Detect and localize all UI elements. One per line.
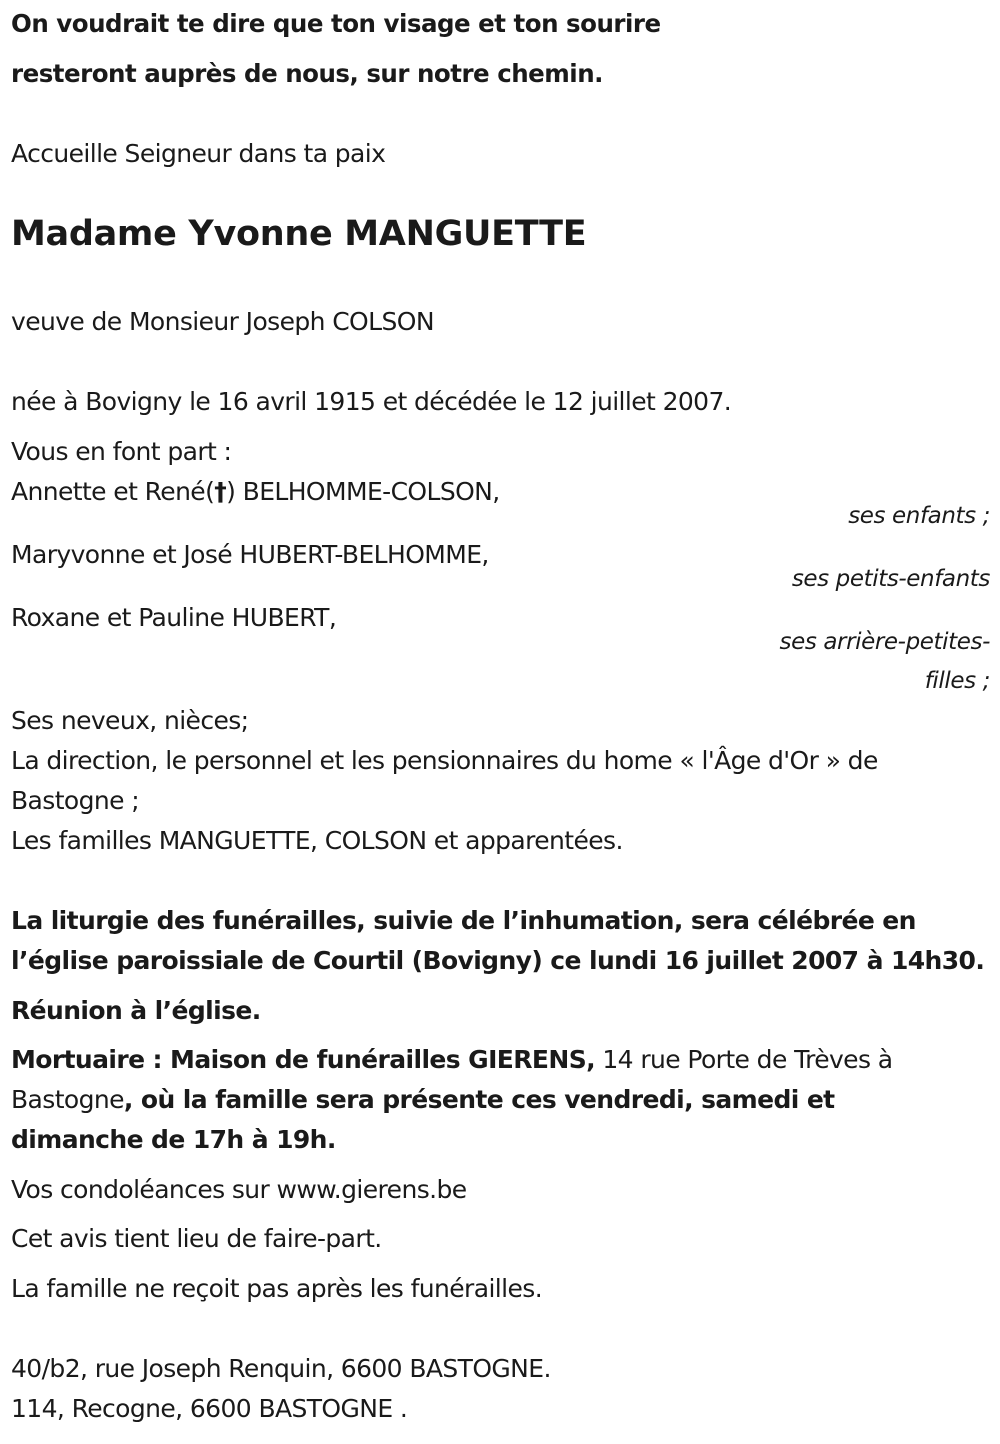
relation-grandchildren: ses petits-enfants bbox=[791, 566, 990, 592]
prayer-text: Accueille Seigneur dans ta paix bbox=[11, 139, 386, 168]
mortuary-address-part-2: Bastogne bbox=[11, 1085, 124, 1114]
family-children-names-before: Annette et René( bbox=[11, 477, 215, 506]
family-great-grandchildren: Roxane et Pauline HUBERT, bbox=[11, 603, 337, 632]
announcement-intro: Vous en font part : bbox=[11, 437, 232, 466]
mortuary-presence-line-2: dimanche de 17h à 19h. bbox=[11, 1125, 336, 1154]
family-children bbox=[11, 477, 500, 507]
birth-death-dates: née à Bovigny le 16 avril 1915 et décédée le 12 juillet 2007. bbox=[11, 387, 732, 416]
no-reception-note: La famille ne reçoit pas après les funérailles. bbox=[11, 1274, 543, 1303]
address-2: 114, Recogne, 6600 BASTOGNE . bbox=[11, 1394, 408, 1423]
condolences-link-text: Vos condoléances sur www.gierens.be bbox=[11, 1175, 467, 1204]
family-children-names-after: ) BELHOMME-COLSON, bbox=[226, 477, 500, 506]
nephews-nieces: Ses neveux, nièces; bbox=[11, 706, 249, 735]
home-staff-line-1: La direction, le personnel et les pensionnaires du home « l'Âge d'Or » de bbox=[11, 746, 878, 775]
liturgy-line-2: l’église paroissiale de Courtil (Bovigny) ce lundi 16 juillet 2007 à 14h30. bbox=[11, 946, 985, 975]
home-staff-line-2: Bastogne ; bbox=[11, 786, 140, 815]
mortuary-label: Mortuaire : Maison de funérailles GIERENS, bbox=[11, 1045, 596, 1074]
notice-note: Cet avis tient lieu de faire-part. bbox=[11, 1224, 382, 1253]
relation-great-grandchildren-line-2: filles ; bbox=[924, 668, 990, 694]
cross-icon: † bbox=[214, 477, 227, 506]
meeting-place: Réunion à l’église. bbox=[11, 996, 261, 1025]
family-grandchildren: Maryvonne et José HUBERT-BELHOMME, bbox=[11, 540, 489, 569]
liturgy-line-1: La liturgie des funérailles, suivie de l’inhumation, sera célébrée en bbox=[11, 906, 916, 935]
relation-great-grandchildren-line-1: ses arrière-petites- bbox=[779, 629, 990, 655]
address-1: 40/b2, rue Joseph Renquin, 6600 BASTOGNE. bbox=[11, 1354, 551, 1383]
mortuary-address-part-1: 14 rue Porte de Trèves à bbox=[595, 1045, 893, 1074]
quote-line-2: resteront auprès de nous, sur notre chemin. bbox=[11, 59, 603, 88]
quote-line-1: On voudrait te dire que ton visage et ton sourire bbox=[11, 9, 661, 38]
widow-of-text: veuve de Monsieur Joseph COLSON bbox=[11, 307, 434, 336]
mortuary-presence-line-1: , où la famille sera présente ces vendredi, samedi et bbox=[123, 1085, 835, 1114]
related-families: Les familles MANGUETTE, COLSON et apparentées. bbox=[11, 826, 623, 855]
mortuary-info bbox=[11, 1040, 986, 1160]
relation-children: ses enfants ; bbox=[848, 503, 990, 529]
deceased-name: Madame Yvonne MANGUETTE bbox=[11, 214, 587, 254]
